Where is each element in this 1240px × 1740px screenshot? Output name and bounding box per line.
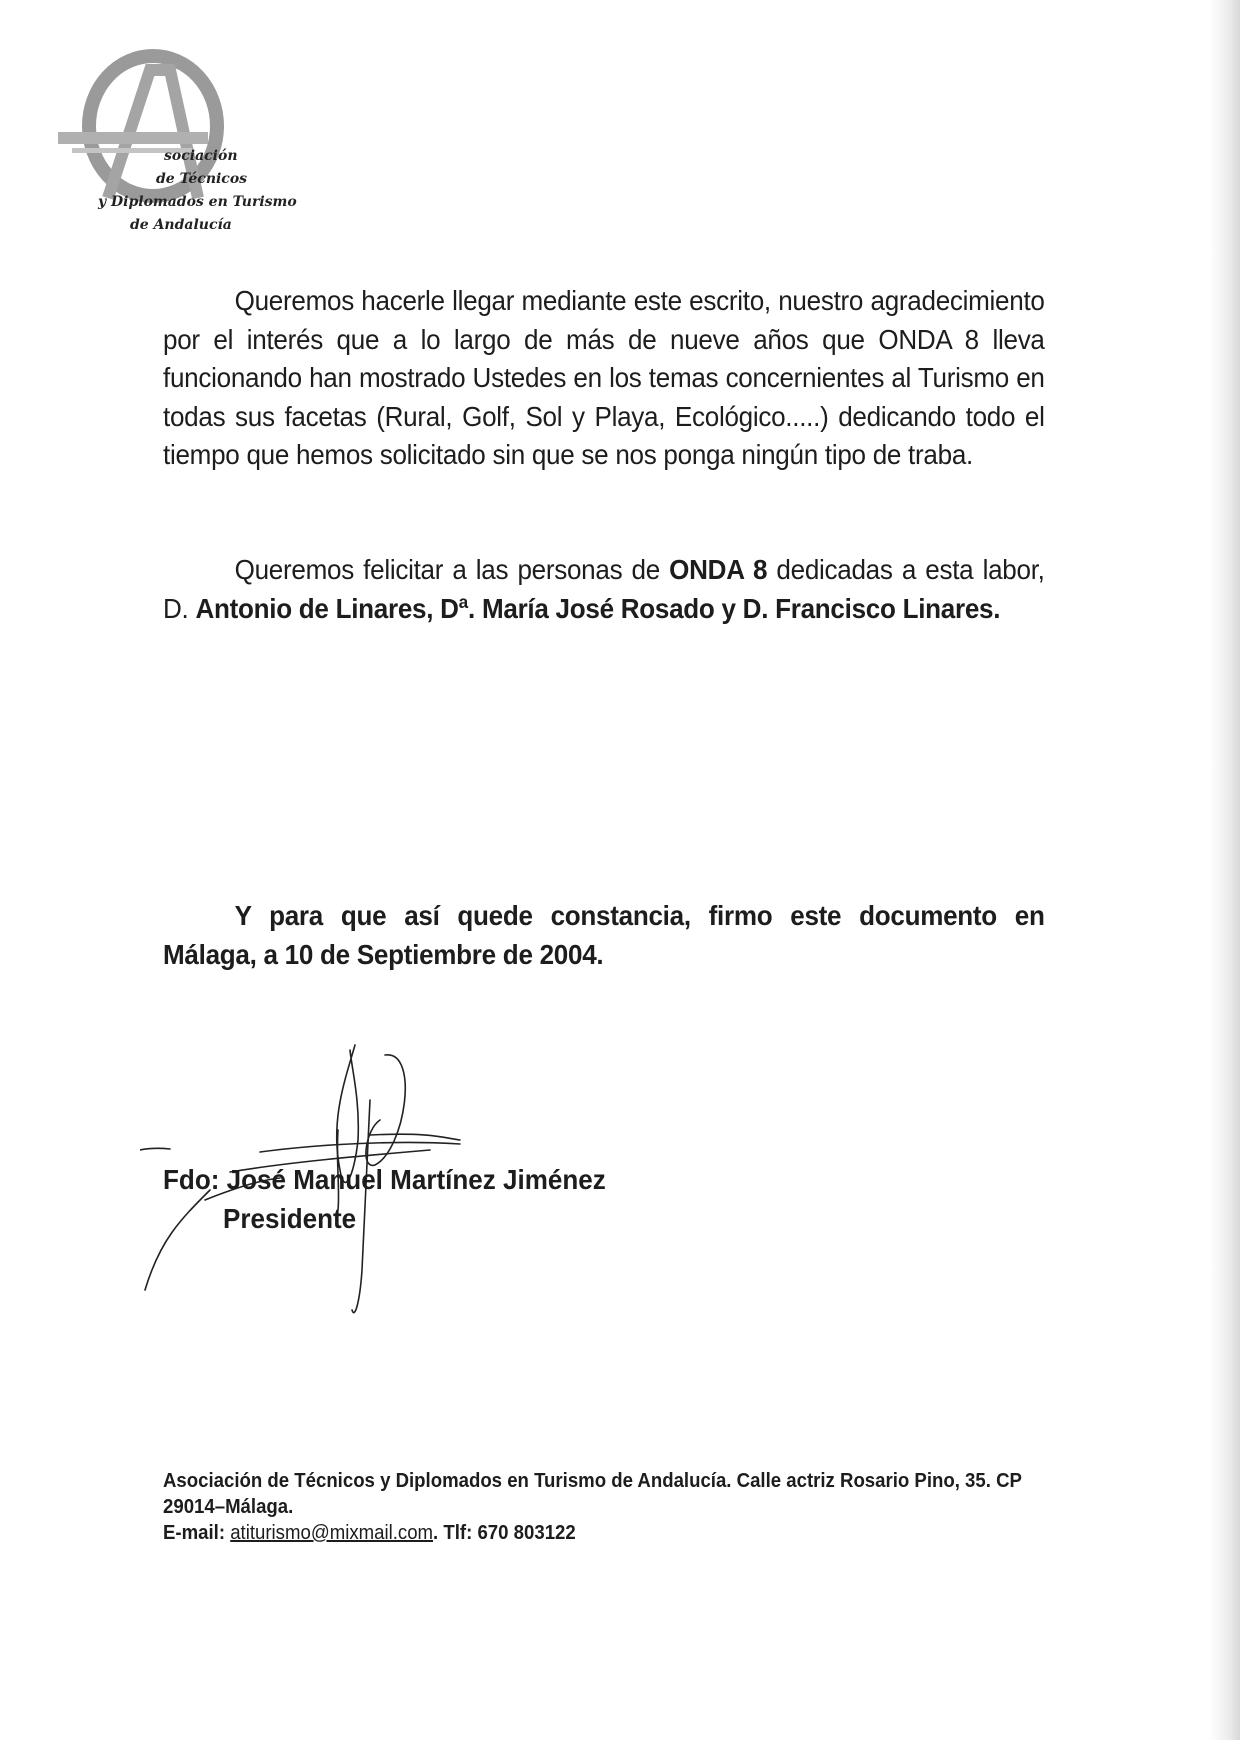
logo-text-line: y Diplomados en Turismo	[98, 194, 297, 210]
association-logo	[58, 48, 308, 238]
p2-bold-names: Antonio de Linares, Dª. María José Rosado y D. Francisco Linares.	[195, 592, 1001, 624]
p2-bold-onda: ONDA 8	[669, 554, 768, 585]
p2-text: dedicadas a esta labor, D.	[163, 554, 1045, 624]
signatory-name: Fdo: José Manuel Martínez Jiménez	[163, 1164, 606, 1195]
footer-address	[163, 1468, 1056, 1546]
paragraph-thanks: Queremos hacerle llegar mediante este escrito, nuestro agradecimiento por el interés que a lo largo de más de nueve años que ONDA 8 lleva funcionando han mostrado Ustedes en los temas concernientes al Turismo en todas sus facetas (Rural, Golf, Sol y Playa, Ecológico.....) dedicando todo el tiempo que hemos solicitado sin que se nos ponga ningún tipo de traba.	[163, 285, 1045, 470]
logo-text-line: de Andalucía	[130, 217, 232, 233]
p2-text: Queremos felicitar a las personas de	[234, 554, 670, 585]
footer-address-line: Asociación de Técnicos y Diplomados en Turismo de Andalucía. Calle actriz Rosario Pino, 35. CP 29014–Málaga.	[163, 1470, 1022, 1518]
phone-text: . Tlf: 670 803122	[433, 1522, 576, 1544]
paragraph-congratulations	[163, 551, 1045, 628]
paragraph-closing: Y para que así quede constancia, firmo este documento en Málaga, a 10 de Septiembre de 2004.	[163, 900, 1045, 970]
logo-text-line: de Técnicos	[156, 171, 248, 187]
signatory-role: Presidente	[223, 1203, 357, 1234]
email-label: E-mail:	[163, 1522, 231, 1544]
logo-text-line: sociación	[164, 148, 238, 164]
footer-contact-line	[163, 1520, 1056, 1546]
scan-edge-shadow	[1210, 0, 1240, 1740]
email-link[interactable]: atiturismo@mixmail.com	[230, 1522, 434, 1544]
